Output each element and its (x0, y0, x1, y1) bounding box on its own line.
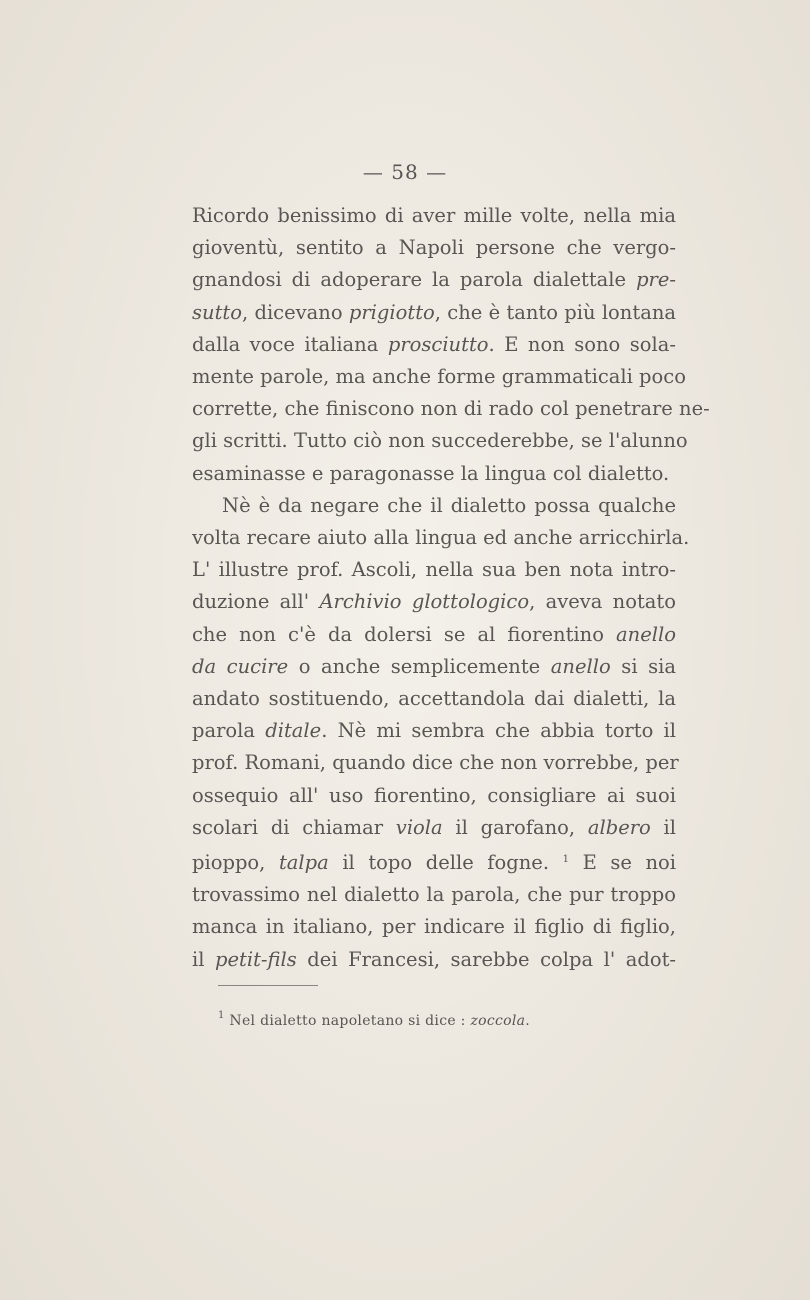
text-line (192, 425, 688, 457)
text-line (192, 264, 676, 296)
italic-run: petit-fils (215, 947, 297, 971)
italic-run: anello (616, 622, 676, 646)
text-run: Nè è da negare che il dialetto possa qualche (222, 493, 676, 517)
text-run: , aveva notato (529, 590, 677, 614)
text-run: L' illustre prof. Ascoli, nella sua ben nota intro- (192, 558, 676, 582)
text-run: . (525, 1013, 531, 1029)
text-run: il (192, 947, 215, 971)
text-run: ossequio all' uso fiorentino, consigliare ai suoi (192, 783, 676, 807)
footnote-rule (218, 985, 318, 986)
text-run: . Nè mi sembra che abbia torto il (321, 719, 676, 743)
text-run: prof. Romani, quando dice che non vorrebbe, per (192, 751, 679, 775)
text-line (192, 329, 676, 361)
footnote-marker: 1 (218, 1010, 225, 1021)
text-line (192, 812, 676, 844)
text-run: o anche semplicemente (288, 654, 551, 678)
text-line (192, 651, 676, 683)
italic-run: da cucire (192, 654, 289, 678)
text-run: scolari di chiamar (192, 815, 396, 839)
text-run: che non c'è da dolersi se al fiorentino (192, 622, 617, 646)
text-run: trovassimo nel dialetto la parola, che pur troppo (192, 883, 676, 907)
italic-run: sutto (192, 300, 242, 324)
text-run: , dicevano (241, 300, 349, 324)
text-run: E se noi (569, 851, 677, 875)
italic-run: anello (550, 654, 611, 678)
text-line (192, 747, 679, 779)
text-run: il topo delle fogne. (328, 851, 563, 875)
text-run: andato sostituendo, accettandola dai dialetti, la (192, 687, 676, 711)
text-run: dalla voce italiana (192, 332, 388, 356)
text-line (192, 490, 676, 522)
text-run: gnandosi di adoperare la parola dialettale (192, 268, 637, 292)
text-run: . E non sono sola- (488, 332, 676, 356)
text-run: parola (192, 719, 266, 743)
text-line (192, 586, 676, 618)
italic-run: ditale (265, 719, 322, 743)
text-line (192, 683, 676, 715)
text-run: il (650, 815, 677, 839)
text-run: Ricordo benissimo di aver mille volte, nella mia (192, 204, 676, 227)
footnote (218, 1010, 530, 1029)
italic-run: zoccola (470, 1013, 526, 1029)
footnote-marker: 1 (562, 854, 569, 866)
text-line (192, 522, 690, 554)
italic-run: pre- (636, 268, 676, 292)
text-line (192, 844, 676, 879)
text-line (192, 200, 676, 232)
text-run: pioppo, (192, 851, 279, 875)
text-line (192, 879, 676, 911)
text-run: dei Francesi, sarebbe colpa l' adot- (296, 947, 676, 971)
text-line (192, 619, 676, 651)
italic-run: Archivio glottologico (319, 590, 530, 614)
body-text (192, 200, 710, 976)
text-run: il garofano, (442, 815, 588, 839)
page-number: — 58 — (362, 160, 448, 184)
text-line (192, 361, 686, 393)
italic-run: prigiotto (348, 300, 435, 324)
text-line (192, 944, 676, 976)
text-run: gioventù, sentito a Napoli persone che vergo- (192, 236, 676, 260)
text-line (192, 297, 676, 329)
text-run: mente parole, ma anche forme grammaticali poco (192, 365, 686, 389)
italic-run: talpa (278, 851, 329, 875)
text-run: volta recare aiuto alla lingua ed anche arricchirla. (192, 526, 690, 550)
text-run: si sia (610, 654, 676, 678)
text-line (192, 911, 676, 943)
text-line (192, 780, 676, 812)
text-run: Nel dialetto napoletano si dice : (224, 1013, 471, 1029)
text-run: , che è tanto più lontana (434, 300, 677, 324)
italic-run: albero (587, 815, 651, 839)
italic-run: prosciutto (387, 332, 489, 356)
text-run: corrette, che finiscono non di rado col penetrare ne- (192, 397, 710, 421)
text-line (192, 715, 676, 747)
text-line (192, 458, 676, 490)
text-run: manca in italiano, per indicare il figlio di figlio, (192, 915, 676, 939)
text-line (192, 393, 710, 425)
text-run: esaminasse e paragonasse la lingua col dialetto. (192, 461, 670, 485)
text-line (192, 554, 676, 586)
italic-run: viola (395, 815, 443, 839)
text-run: duzione all' (192, 590, 320, 614)
text-line (192, 232, 676, 264)
text-run: gli scritti. Tutto ciò non succederebbe, se l'alunno (192, 429, 688, 453)
